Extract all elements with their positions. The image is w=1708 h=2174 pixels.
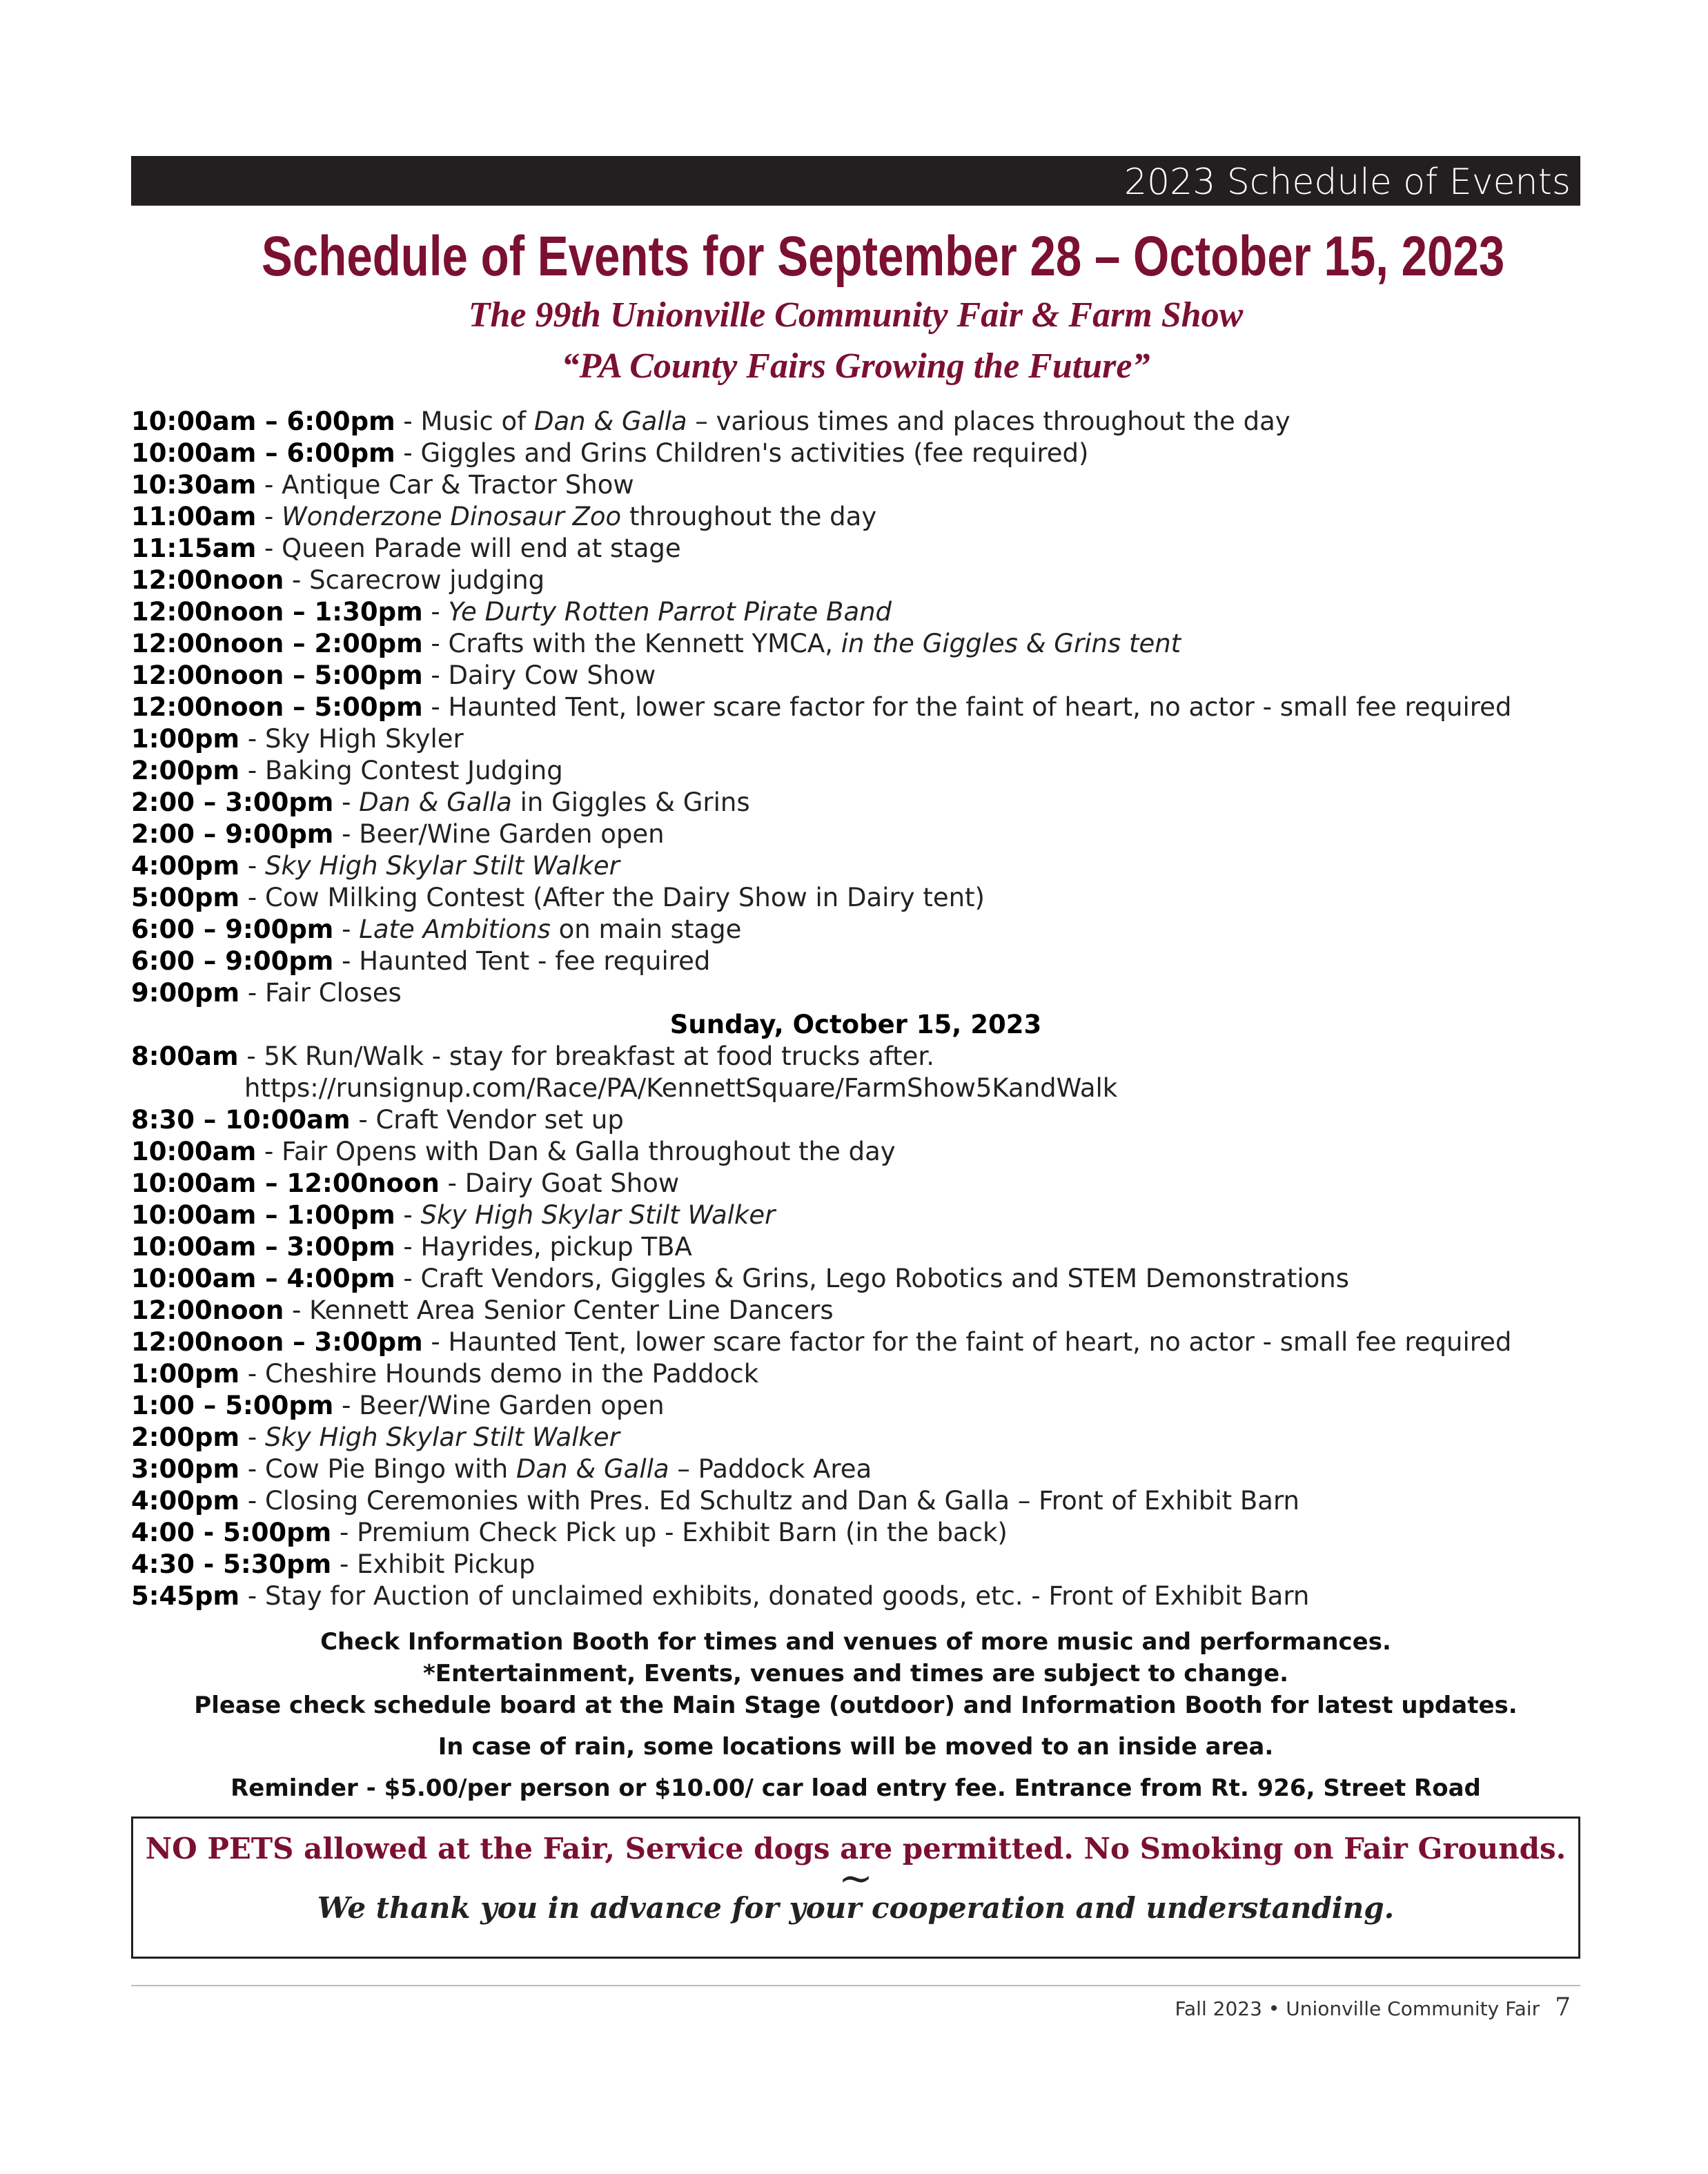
event-time: 1:00pm [131,1359,240,1389]
event-description-rest: – various times and places throughout the day [687,407,1290,436]
event-row [131,1104,1580,1136]
page [131,156,1580,2021]
event-time: 9:00pm [131,978,240,1008]
event-row [131,1041,1580,1073]
event-row [131,787,1580,819]
event-description: - Craft Vendors, Giggles & Grins, Lego Robotics and STEM Demonstrations [395,1264,1350,1293]
event-row [131,406,1580,438]
footer-text: Fall 2023 • Unionville Community Fair [1175,1997,1540,2020]
page-title: Schedule of Events for September 28 – October 15, 2023 [262,225,1505,288]
event-row [131,723,1580,755]
section-header-bar: 2023 Schedule of Events [131,156,1580,206]
event-description-rest: on main stage [550,914,742,944]
event-time: 10:00am – 1:00pm [131,1200,395,1230]
event-time: 10:30am [131,470,257,500]
event-time: 2:00pm [131,756,240,785]
event-description: - Antique Car & Tractor Show [256,470,634,500]
event-description: - 5K Run/Walk - stay for breakfast at food trucks after. [238,1041,934,1071]
event-description: - Beer/Wine Garden open [333,819,665,849]
event-description: - Premium Check Pick up - Exhibit Barn (in the back) [331,1518,1008,1547]
event-row [131,1485,1580,1517]
sunday-event-list [131,1104,1580,1612]
event-row [131,1390,1580,1422]
event-description: - Sky High Skyler [239,724,464,754]
event-italic-text: Sky High Skylar Stilt Walker [264,1422,620,1452]
event-row [131,1263,1580,1295]
event-time: 8:00am [131,1041,239,1071]
event-time: 11:15am [131,533,257,563]
event-row [131,1453,1580,1485]
event-time: 10:00am – 12:00noon [131,1168,440,1198]
event-italic-text: Dan & Galla [516,1454,669,1484]
event-italic-text: Dan & Galla [359,787,512,817]
event-description: - Stay for Auction of unclaimed exhibits, donated goods, etc. - Front of Exhibit Barn [239,1581,1310,1611]
event-time: 12:00noon – 3:00pm [131,1327,423,1357]
event-row [131,1136,1580,1168]
event-row [131,850,1580,882]
event-row [131,596,1580,628]
event-time: 8:30 – 10:00am [131,1105,351,1135]
notice-thank-you: We thank you in advance for your cooperation and understanding. [317,1891,1395,1925]
event-row [131,882,1580,914]
saturday-event-list [131,406,1580,1009]
info-notes [131,1626,1580,1804]
event-row [131,565,1580,596]
event-time: 12:00noon [131,565,284,595]
event-row [131,628,1580,660]
event-row [131,1199,1580,1231]
event-row [131,501,1580,533]
event-description: - [239,1422,265,1452]
event-time: 10:00am – 6:00pm [131,438,395,468]
note-entry-fee: Reminder - $5.00/per person or $10.00/ car load entry fee. Entrance from Rt. 926, Street Road [230,1774,1481,1802]
event-description: - Kennett Area Senior Center Line Dancers [284,1295,834,1325]
event-row [131,1358,1580,1390]
event-row [131,1231,1580,1263]
event-row [131,914,1580,946]
footer-divider [131,1985,1580,1986]
event-description: - Baking Contest Judging [239,756,563,785]
event-time: 10:00am – 4:00pm [131,1264,395,1293]
event-description: - Queen Parade will end at stage [256,533,681,563]
event-description: - Haunted Tent, lower scare factor for the faint of heart, no actor - small fee required [422,692,1512,722]
event-description: - Fair Opens with Dan & Galla throughout the day [256,1137,896,1166]
notice-no-pets: NO PETS allowed at the Fair, Service dogs are permitted. No Smoking on Fair Grounds. [145,1832,1567,1865]
event-time: 12:00noon – 1:30pm [131,597,423,627]
event-row [131,819,1580,850]
subtitle-theme: “PA County Fairs Growing the Future” [561,346,1150,386]
event-time: 5:45pm [131,1581,240,1611]
page-footer [131,1993,1580,2021]
event-time: 2:00 – 9:00pm [131,819,334,849]
event-description: - Haunted Tent, lower scare factor for the faint of heart, no actor - small fee required [422,1327,1512,1357]
event-time: 12:00noon – 5:00pm [131,692,423,722]
event-description: - Giggles and Grins Children's activities (fee required) [395,438,1089,468]
event-description: - Closing Ceremonies with Pres. Ed Schultz and Dan & Galla – Front of Exhibit Barn [239,1486,1299,1516]
event-row [131,469,1580,501]
event-row [131,1295,1580,1326]
event-description: - [256,502,282,531]
event-description: - Crafts with the Kennett YMCA, [422,629,841,658]
event-description: - Fair Closes [239,978,402,1008]
event-time: 6:00 – 9:00pm [131,946,334,976]
event-row [131,660,1580,692]
event-description: - Dairy Cow Show [422,660,656,690]
event-time: 10:00am – 3:00pm [131,1232,395,1262]
event-row [131,533,1580,565]
event-description: - Cow Milking Contest (After the Dairy Show in Dairy tent) [239,883,985,912]
event-row [131,438,1580,469]
note-subject-to-change: *Entertainment, Events, venues and times are subject to change. [422,1660,1289,1687]
event-description: - Exhibit Pickup [331,1549,536,1579]
event-time: 4:30 - 5:30pm [131,1549,332,1579]
event-time: 1:00pm [131,724,240,754]
event-italic-text: in the Giggles & Grins tent [841,629,1181,658]
event-time: 12:00noon – 5:00pm [131,660,423,690]
event-time: 11:00am [131,502,257,531]
event-time: 2:00 – 3:00pm [131,787,334,817]
event-italic-text: Sky High Skylar Stilt Walker [264,851,620,881]
event-row [131,1422,1580,1453]
event-description: - Craft Vendor set up [350,1105,624,1135]
event-row [131,1326,1580,1358]
note-rain: In case of rain, some locations will be moved to an inside area. [438,1733,1274,1761]
rules-notice-box [131,1816,1580,1959]
event-row [131,1549,1580,1580]
page-number: 7 [1555,1993,1571,2021]
event-time: 5:00pm [131,883,240,912]
event-time: 3:00pm [131,1454,240,1484]
event-row [131,755,1580,787]
event-italic-text: Late Ambitions [359,914,551,944]
notice-tilde-ornament: ~ [838,1854,874,1903]
event-row [131,1168,1580,1199]
event-description-rest: throughout the day [621,502,877,531]
event-italic-text: Sky High Skylar Stilt Walker [420,1200,776,1230]
event-time: 12:00noon [131,1295,284,1325]
event-description: - Hayrides, pickup TBA [395,1232,692,1262]
note-schedule-board: Please check schedule board at the Main Stage (outdoor) and Information Booth for latest updates. [194,1692,1518,1719]
event-row [131,692,1580,723]
event-description: - [239,851,265,881]
note-info-booth: Check Information Booth for times and venues of more music and performances. [320,1628,1391,1656]
event-description: - [395,1200,421,1230]
event-row [131,946,1580,977]
event-time: 1:00 – 5:00pm [131,1391,334,1420]
subtitle-fair-name: The 99th Unionville Community Fair & Farm Show [468,295,1244,335]
event-description: - [333,914,360,944]
event-description: - Music of [395,407,534,436]
saturday-schedule [131,406,1580,1612]
event-time: 10:00am [131,1137,257,1166]
event-description-rest: – Paddock Area [669,1454,872,1484]
event-time: 10:00am – 6:00pm [131,407,395,436]
event-italic-text: Dan & Galla [533,407,687,436]
event-description: - Scarecrow judging [284,565,545,595]
sunday-heading: Sunday, October 15, 2023 [669,1010,1042,1039]
event-description: - Haunted Tent - fee required [333,946,711,976]
event-description: - Cheshire Hounds demo in the Paddock [239,1359,759,1389]
event-row [131,1517,1580,1549]
event-description: - [333,787,360,817]
event-italic-text: Wonderzone Dinosaur Zoo [282,502,622,531]
event-time: 2:00pm [131,1422,240,1452]
event-description: - Dairy Goat Show [439,1168,680,1198]
event-time: 4:00 - 5:00pm [131,1518,332,1547]
event-description: - Beer/Wine Garden open [333,1391,665,1420]
event-description-rest: in Giggles & Grins [511,787,750,817]
event-time: 4:00pm [131,851,240,881]
event-time: 12:00noon – 2:00pm [131,629,423,658]
event-row [131,1580,1580,1612]
event-description: - [422,597,449,627]
event-time: 4:00pm [131,1486,240,1516]
race-signup-link[interactable]: https://runsignup.com/Race/PA/KennettSquare/FarmShow5KandWalk [244,1073,1118,1103]
event-description: - Cow Pie Bingo with [239,1454,517,1484]
event-row [131,977,1580,1009]
event-italic-text: Ye Durty Rotten Parrot Pirate Band [448,597,892,627]
event-time: 6:00 – 9:00pm [131,914,334,944]
